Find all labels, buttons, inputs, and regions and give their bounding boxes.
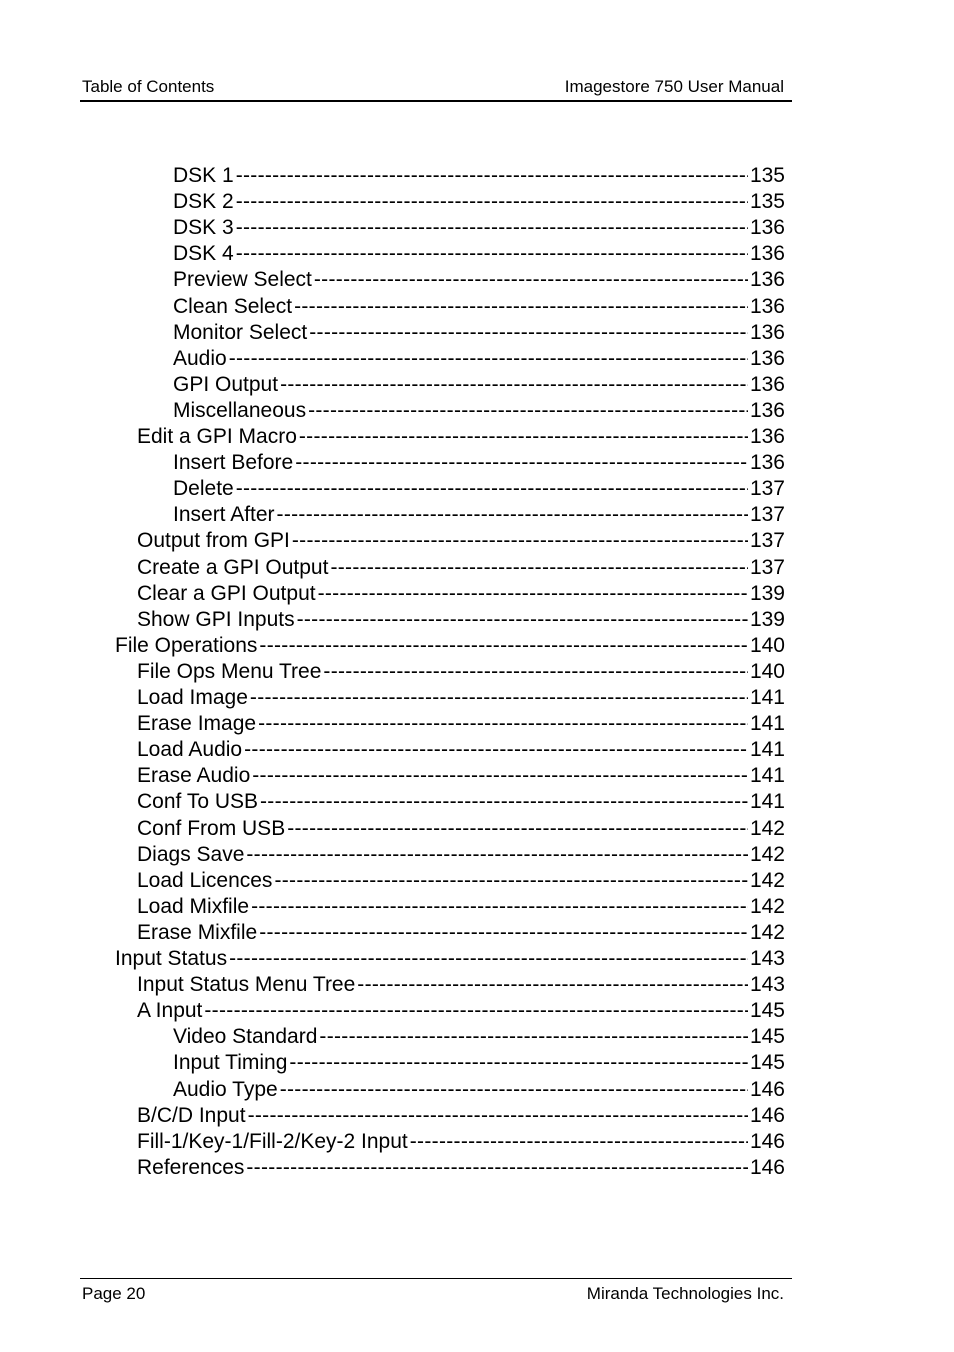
toc-entry-page-number: 141 [749, 686, 785, 709]
toc-dot-leader [246, 1155, 748, 1181]
toc-dot-leader [319, 1024, 748, 1050]
toc-dot-leader [251, 894, 748, 920]
toc-dot-leader [299, 424, 748, 450]
toc-entry[interactable] [137, 920, 785, 946]
footer-page-number: Page 20 [82, 1284, 146, 1303]
toc-entry-label: Edit a GPI Macro [137, 425, 297, 448]
toc-dot-leader [204, 998, 748, 1024]
toc-entry-page-number: 137 [749, 529, 785, 553]
page-footer [80, 1278, 792, 1309]
toc-entry-page-number: 135 [749, 164, 785, 187]
toc-entry-label: Monitor Select [173, 320, 308, 344]
toc-entry-label: Erase Image [137, 712, 257, 736]
toc-entry[interactable] [137, 789, 785, 815]
toc-entry-page-number: 141 [749, 712, 785, 736]
toc-entry[interactable] [173, 398, 785, 424]
toc-entry[interactable] [137, 659, 785, 685]
toc-dot-leader [236, 241, 748, 267]
toc-entry[interactable] [137, 1103, 785, 1129]
toc-dot-leader [244, 737, 748, 763]
toc-dot-leader [248, 1103, 748, 1129]
toc-entry-label: DSK 1 [173, 164, 234, 187]
toc-entry-page-number: 146 [749, 1077, 785, 1101]
toc-entry-page-number: 136 [749, 242, 785, 266]
toc-entry-page-number: 145 [749, 999, 785, 1023]
toc-entry[interactable] [137, 998, 785, 1024]
toc-entry[interactable] [137, 868, 785, 894]
toc-entry-label: File Ops Menu Tree [137, 659, 322, 683]
toc-entry-label: Video Standard [173, 1025, 318, 1049]
toc-entry-label: Audio Type [173, 1077, 278, 1101]
toc-entry-page-number: 145 [749, 1025, 785, 1049]
toc-entry-label: DSK 2 [173, 190, 234, 214]
toc-entry-page-number: 140 [749, 633, 785, 657]
toc-dot-leader [236, 163, 748, 189]
toc-entry-page-number: 142 [749, 842, 785, 866]
toc-entry[interactable] [173, 1024, 785, 1050]
toc-entry-page-number: 142 [749, 868, 785, 892]
toc-entry-page-number: 136 [749, 294, 785, 318]
toc-dot-leader [280, 372, 748, 398]
toc-dot-leader [330, 555, 748, 581]
toc-dot-leader [252, 763, 748, 789]
toc-entry-label: Create a GPI Output [137, 555, 329, 579]
toc-entry[interactable] [173, 1050, 785, 1076]
toc-entry[interactable] [173, 267, 785, 293]
toc-entry-page-number: 136 [749, 398, 785, 422]
toc-dot-leader [410, 1129, 748, 1155]
toc-entry-page-number: 137 [749, 503, 785, 527]
toc-entry-label: DSK 4 [173, 242, 234, 266]
toc-entry-label: Input Timing [173, 1051, 288, 1075]
toc-entry[interactable] [137, 763, 785, 789]
toc-entry-page-number: 137 [749, 477, 785, 501]
toc-entry-page-number: 146 [749, 1129, 785, 1153]
toc-entry-label: Insert After [173, 503, 275, 527]
toc-dot-leader [314, 267, 748, 293]
toc-entry[interactable] [137, 424, 785, 450]
toc-dot-leader [295, 450, 748, 476]
toc-entry-page-number: 141 [749, 764, 785, 788]
toc-entry[interactable] [137, 972, 785, 998]
toc-entry[interactable] [137, 528, 785, 554]
toc-entry[interactable] [137, 1155, 785, 1181]
page-header [80, 76, 792, 102]
toc-entry-page-number: 137 [749, 555, 785, 579]
toc-entry-page-number: 143 [749, 973, 785, 997]
toc-entry-label: Audio [173, 346, 227, 370]
toc-dot-leader [250, 685, 748, 711]
toc-entry-page-number: 141 [749, 738, 785, 762]
toc-dot-leader [308, 398, 748, 424]
toc-entry[interactable] [173, 1077, 785, 1103]
toc-entry[interactable] [137, 685, 785, 711]
footer-company: Miranda Technologies Inc. [586, 1284, 784, 1303]
toc-dot-leader [289, 1050, 748, 1076]
toc-dot-leader [274, 868, 748, 894]
toc-entry-label: Preview Select [173, 268, 312, 292]
toc-dot-leader [287, 816, 748, 842]
toc-entry-page-number: 139 [749, 581, 785, 605]
toc-dot-leader [259, 633, 748, 659]
toc-entry-page-number: 135 [749, 190, 785, 214]
toc-entry[interactable] [173, 163, 785, 189]
toc-entry[interactable] [137, 894, 785, 920]
toc-entry[interactable] [173, 215, 785, 241]
toc-entry-label: Erase Audio [137, 764, 251, 788]
toc-dot-leader [280, 1077, 748, 1103]
toc-entry-label: Miscellaneous [173, 398, 307, 422]
toc-entry-label: Erase Mixfile [137, 920, 258, 944]
toc-dot-leader [292, 528, 748, 554]
toc-entry-label: GPI Output [173, 372, 279, 396]
toc-entry-label: Clear a GPI Output [137, 581, 316, 605]
toc-entry[interactable] [173, 372, 785, 398]
toc-entry-label: Input Status Menu Tree [137, 973, 356, 997]
toc-entry-page-number: 142 [749, 816, 785, 840]
toc-entry[interactable] [115, 633, 785, 659]
toc-dot-leader [323, 659, 748, 685]
header-section-title: Table of Contents [82, 77, 215, 96]
toc-entry-label: Delete [173, 477, 234, 501]
toc-entry[interactable] [173, 189, 785, 215]
toc-dot-leader [260, 789, 748, 815]
toc-dot-leader [236, 215, 748, 241]
toc-dot-leader [259, 920, 748, 946]
toc-entry[interactable] [173, 476, 785, 502]
toc-entry-page-number: 136 [749, 451, 785, 475]
toc-entry-page-number: 136 [749, 372, 785, 396]
toc-entry[interactable] [137, 737, 785, 763]
toc-entry[interactable] [137, 711, 785, 737]
toc-entry-label: Load Licences [137, 868, 273, 892]
toc-entry[interactable] [137, 607, 785, 633]
toc-entry-page-number: 146 [749, 1155, 785, 1179]
toc-entry-page-number: 145 [749, 1051, 785, 1075]
toc-dot-leader [357, 972, 748, 998]
toc-entry-label: DSK 3 [173, 216, 234, 240]
toc-entry-label: Diags Save [137, 842, 245, 866]
toc-dot-leader [294, 294, 748, 320]
toc-dot-leader [318, 581, 748, 607]
toc-entry[interactable] [137, 581, 785, 607]
toc-entry-page-number: 136 [749, 320, 785, 344]
toc-entry[interactable] [137, 816, 785, 842]
toc-entry-page-number: 146 [749, 1103, 785, 1127]
toc-entry-label: References [137, 1155, 245, 1179]
toc-entry[interactable] [173, 346, 785, 372]
toc-entry[interactable] [173, 450, 785, 476]
toc-entry-label: File Operations [115, 633, 258, 657]
toc-entry[interactable] [137, 555, 785, 581]
toc-entry-label: Load Mixfile [137, 894, 250, 918]
toc-entry-label: Conf From USB [137, 816, 286, 840]
toc-entry[interactable] [115, 946, 785, 972]
toc-entry-page-number: 139 [749, 607, 785, 631]
toc-entry-label: Load Image [137, 686, 248, 709]
toc-entry-page-number: 143 [749, 947, 785, 970]
toc-dot-leader [229, 946, 748, 972]
toc-entry-label: B/C/D Input [137, 1103, 246, 1127]
toc-dot-leader [258, 711, 748, 737]
toc-entry[interactable] [173, 502, 785, 528]
toc-entry-label: Conf To USB [137, 790, 259, 814]
header-manual-title: Imagestore 750 User Manual [564, 77, 784, 96]
toc-entry-page-number: 136 [749, 425, 785, 448]
toc-entry-label: Insert Before [173, 451, 294, 475]
toc-entry-label: Output from GPI [137, 529, 290, 553]
toc-entry[interactable] [137, 1129, 785, 1155]
toc-entry-label: Fill-1/Key-1/Fill-2/Key-2 Input [137, 1129, 408, 1153]
toc-entry-page-number: 136 [749, 268, 785, 292]
toc-entry-page-number: 136 [749, 346, 785, 370]
toc-entry-label: Load Audio [137, 738, 243, 762]
toc-entry-page-number: 136 [749, 216, 785, 240]
toc-entry[interactable] [173, 320, 785, 346]
toc-dot-leader [297, 607, 748, 633]
toc-dot-leader [246, 842, 748, 868]
toc-entry-page-number: 140 [749, 659, 785, 683]
toc-dot-leader [277, 502, 748, 528]
toc-dot-leader [236, 476, 748, 502]
toc-dot-leader [229, 346, 748, 372]
toc-entry-label: Show GPI Inputs [137, 607, 295, 631]
toc-entry[interactable] [173, 294, 785, 320]
toc-entry[interactable] [137, 842, 785, 868]
toc-entry-page-number: 142 [749, 894, 785, 918]
toc-entry-label: A Input [137, 999, 203, 1023]
toc-dot-leader [236, 189, 748, 215]
toc-entry-label: Input Status [115, 947, 228, 970]
toc-entry[interactable] [173, 241, 785, 267]
toc-entry-page-number: 142 [749, 920, 785, 944]
toc-entry-page-number: 141 [749, 790, 785, 814]
toc-entry-label: Clean Select [173, 294, 293, 318]
toc-dot-leader [309, 320, 748, 346]
